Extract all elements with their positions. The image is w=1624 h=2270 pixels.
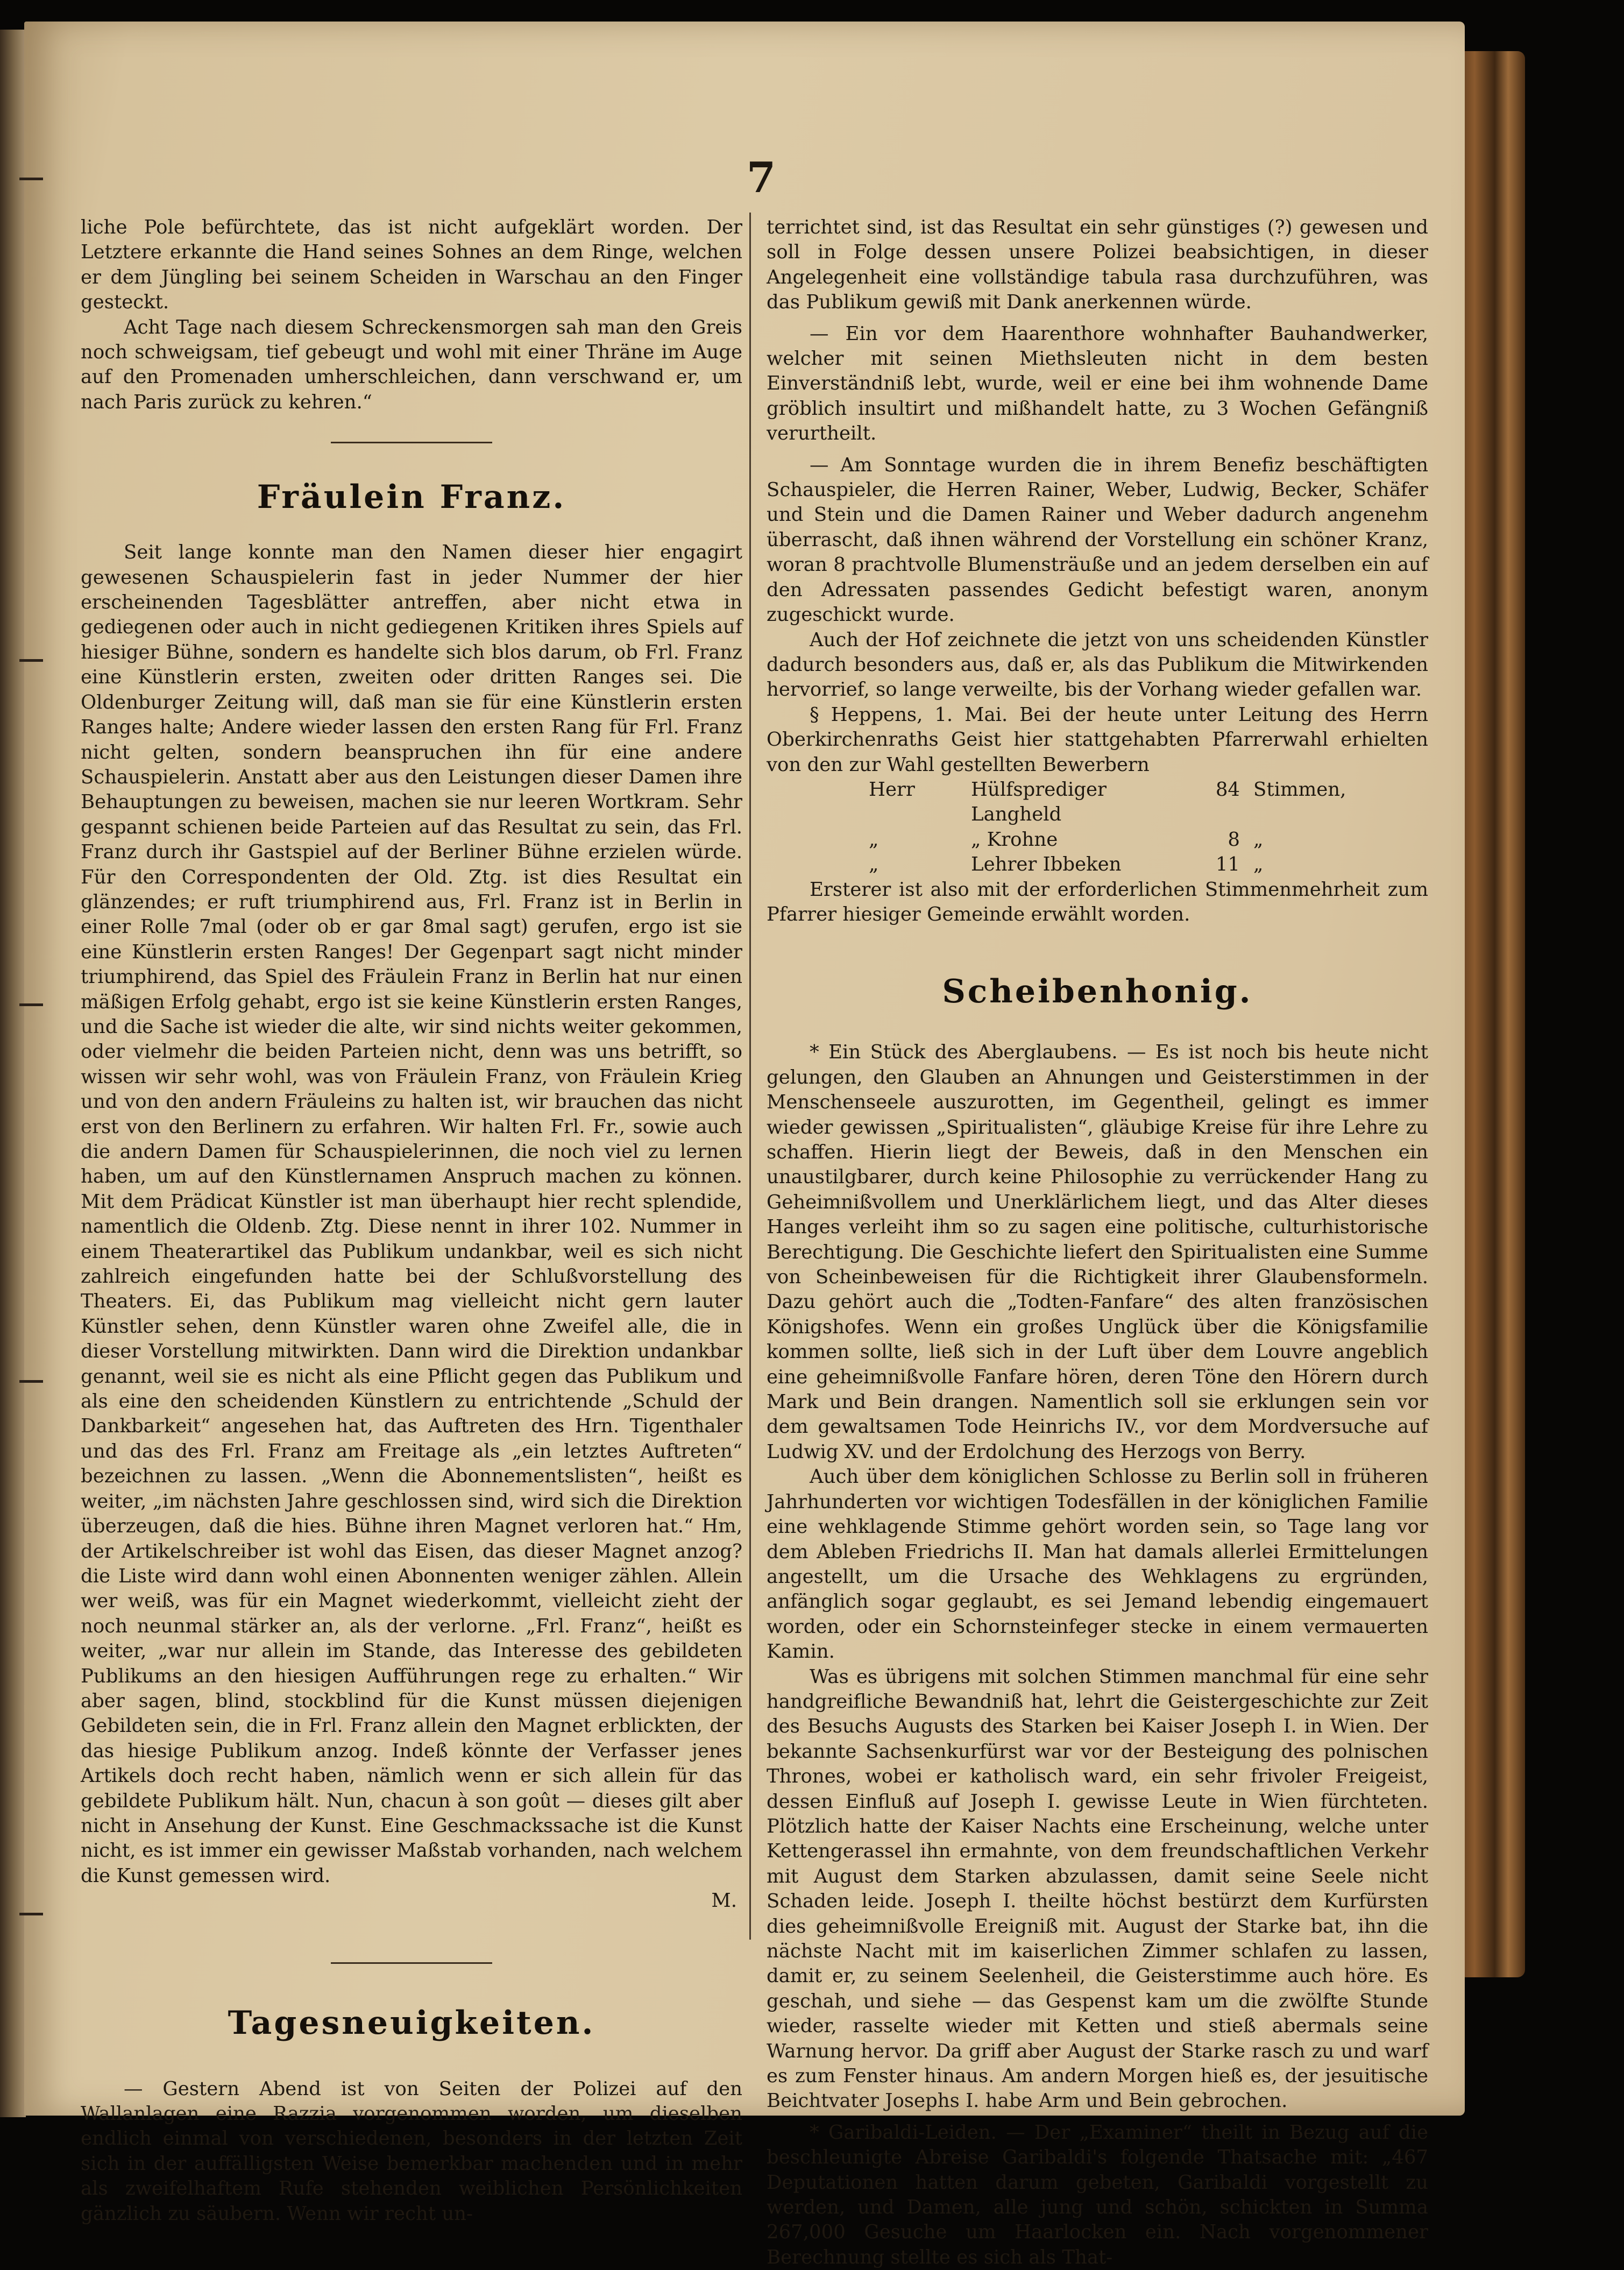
column-divider	[749, 213, 751, 1940]
news-item: § Heppens, 1. Mai. Bei der heute unter Leitung des Herrn Oberkirchenraths Geist hier stattgehabten Pfarrerwahl erhielten von den zur Wahl gestellten Bewerbern	[767, 703, 1428, 776]
vote-result-row: „ Lehrer Ibbeken 11 „	[869, 853, 1264, 876]
article-paragraph: — Gestern Abend ist von Seiten der Polizei auf den Wallanlagen eine Razzia vorgenommen worden, um dieselben endlich einmal von verschiedenen, besonders in der letzten Zeit sich in der auffälligsten Weise bemerkbar machenden und in mehr als zweifelhaftem Rufe stehenden weiblichen Persönlichkeiten gänzlich zu säubern. Wenn wir recht un-	[81, 2077, 742, 2225]
article-paragraph: Acht Tage nach diesem Schreckensmorgen sah man den Greis noch schweigsam, tief gebeugt und wohl mit einer Thräne im Auge auf den Promenaden umherschleichen, dann verschwand er, um nach Paris zurück zu kehren.“	[81, 316, 742, 413]
left-column	[81, 215, 742, 2226]
author-signature: M.	[711, 1890, 737, 1912]
vote-result-row: „ „ Krohne 8 „	[869, 828, 1264, 851]
scale-mark	[19, 178, 43, 180]
page-number: 7	[746, 153, 776, 202]
news-item: — Am Sonntage wurden die in ihrem Benefiz beschäftigten Schauspieler, die Herren Rainer, Weber, Ludwig, Becker, Schäfer und Stein und die Damen Rainer und Weber dadurch angenehm überrascht, daß ihnen während der Vorstellung ein schöner Kranz, woran 8 prachtvolle Blumensträuße und an jedem derselben ein auf den Adressaten passendes Gedicht befestigt waren, anonym zugeschickt wurde.	[767, 454, 1428, 626]
right-column	[767, 215, 1428, 2270]
scale-mark	[19, 659, 43, 662]
vote-result-row: Herr Hülfsprediger Langheld 84 Stimmen,	[869, 778, 1346, 826]
book-edge-left	[0, 30, 26, 2117]
scale-mark	[19, 1003, 43, 1006]
news-item: — Ein vor dem Haarenthore wohnhafter Bauhandwerker, welcher mit seinen Miethsleuten nicht in dem besten Einverständniß lebt, wurde, weil er eine bei ihm wohnende Dame gröblich insultirt und mißhandelt hatte, zu 3 Wochen Gefängniß verurtheilt.	[767, 322, 1428, 445]
article-paragraph: Seit lange konnte man den Namen dieser hier engagirt gewesenen Schauspielerin fast in jeder Nummer der hier erscheinenden Tagesblätter antreffen, aber nicht etwa in gediegenen oder auch in nicht gediegenen Kritiken ihres Spiels auf hiesiger Bühne, sondern es handelte sich blos darum, ob Frl. Franz eine Künstlerin ersten, zweiten oder dritten Ranges sei. Die Oldenburger Zeitung will, daß man sie für eine Künstlerin ersten Ranges halte; Andere wieder lassen den ersten Rang für Frl. Franz nicht gelten, sondern beanspruchen ihn für eine andere Schauspielerin. Anstatt aber aus den Leistungen dieser Damen ihre Behauptungen zu beweisen, machen sie nur leeren Wortkram. Sehr gespannt schienen beide Parteien auf das Resultat zu sein, das Frl. Franz durch ihr Gastspiel auf der Berliner Bühne erzielen würde. Für den Correspondenten der Old. Ztg. ist dies Resultat ein glänzendes; er ruft triumphirend aus, Frl. Franz ist in Berlin in einer Rolle 7mal (oder ob er gar 8mal sagt) gerufen, ergo ist sie eine Künstlerin ersten Ranges! Der Gegenpart sagt nicht minder triumphirend, das Spiel des Fräulein Franz in Berlin hat nur einen mäßigen Erfolg gehabt, ergo ist sie keine Künstlerin ersten Ranges, und die Sache ist wieder die alte, wir sind nichts weiter gekommen, oder vielmehr die beiden Parteien nicht, denn was uns betrifft, so wissen wir sehr wohl, was von Fräulein Franz, von Fräulein Krieg und von den andern Fräuleins zu halten ist, wir brauchen das nicht erst von den Berlinern zu erfahren. Wir halten Frl. Fr., sowie auch die andern Damen für Schauspielerinnen, die noch viel zu lernen haben, um auf den Künstlernamen Anspruch machen zu können. Mit dem Prädicat Künstler ist man überhaupt hier recht splendide, namentlich die Oldenb. Ztg. Diese nennt in ihrer 102. Nummer in einem Theaterartikel das Publikum undankbar, weil es sich nicht zahlreich eingefunden hatte bei der Schlußvorstellung des Theaters. Ei, das Publikum mag vielleicht nicht gern lauter Künstler sehen, denn Künstler waren ohne Zweifel alle, die in dieser Vorstellung mitwirkten. Dann wird die Direktion undankbar genannt, weil sie es nicht als eine Pflicht gegen das Publikum und als eine den scheidenden Künstlern zu entrichtende „Schuld der Dankbarkeit“ angesehen hat, das Auftreten des Hrn. Tigenthaler und das des Frl. Franz am Freitage als „ein letztes Auftreten“ bezeichnen zu lassen. „Wenn die Abonnementslisten“, heißt es weiter, „im nächsten Jahre geschlossen sind, wird sich die Direktion überzeugen, daß die hies. Bühne ihren Magnet verloren hat.“ Hm, der Artikelschreiber ist wohl das Eisen, das dieser Magnet anzog? die Liste wird dann wohl einen Abonnenten weniger zählen. Allein wer weiß, was für ein Magnet wiederkommt, vielleicht zieht der noch neunmal stärker an, als der verlorne. „Frl. Franz“, heißt es weiter, „war nur allein im Stande, das Interesse des gebildeten Publikums an den hiesigen Aufführungen rege zu erhalten.“ Wir aber sagen, blind, stockblind für die Kunst müssen diejenigen Gebildeten sein, die in Frl. Franz allein den Magnet erblickten, der das hiesige Publikum anzog. Indeß könnte der Verfasser jenes Artikels doch recht haben, nämlich wenn er sich allein für das gebildete Publikum hält. Nun, chacun à son goût — dieses gilt aber nicht in Ansehung der Kunst. Eine Geschmackssache ist die Kunst nicht, es ist immer ein gewisser Maßstab vorhanden, nach welchem die Kunst gemessen wird.	[81, 541, 742, 1887]
article-paragraph: * Garibaldi-Leiden. — Der „Examiner“ theilt in Bezug auf die beschleunigte Abreise Garibaldi's folgende Thatsache mit: „467 Deputationen hatten darum gebeten, Garibaldi vorgestellt zu werden, und Damen, alle jung und schön, schickten in Summa 267,000 Gesuche um Haarlocken ein. Nach vorgenommener Berechnung stellte es sich als That-	[767, 2121, 1428, 2268]
news-item: Auch der Hof zeichnete die jetzt von uns scheidenden Künstler dadurch besonders aus, daß er, als das Publikum die Mitwirkenden hervorrief, so lange verweilte, bis der Vorhang wieder gefallen war.	[767, 628, 1428, 701]
section-title: Tagesneuigkeiten.	[228, 2004, 595, 2042]
article-paragraph: Was es übrigens mit solchen Stimmen manchmal für eine sehr handgreifliche Bewandniß hat, lehrt die Geistergeschichte zur Zeit des Besuchs Augusts des Starken bei Kaiser Joseph I. in Wien. Der bekannte Sachsenkurfürst war vor der Besteigung des polnischen Thrones, wobei er katholisch ward, ein sehr frivoler Freigeist, dessen Einfluß auf Joseph I. gewisse Leute in Wien fürchteten. Plötzlich hatte der Kaiser Nachts eine Erscheinung, welche unter Kettengerassel ihn ermahnte, von dem freundschaftlichen Verkehr mit August dem Starken abzulassen, damit seine Seele nicht Schaden leide. Joseph I. theilte höchst bestürzt dem Kurfürsten dies geheimnißvolle Ereigniß mit. August der Starke bat, ihn die nächste Nacht mit im kaiserlichen Zimmer schlafen zu lassen, damit er, zu seinem Seelenheil, die Geisterstimme auch höre. Es geschah, und siehe — das Gespenst kam um die zwölfte Stunde wieder, rasselte wieder mit Ketten und stieß abermals seine Warnung hervor. Da griff aber August der Starke rasch zu und warf es zum Fenster hinaus. Am andern Morgen hieß es, der jesuitische Beichtvater Josephs I. habe Arm und Bein gebrochen.	[767, 1665, 1428, 2112]
news-item: Ersterer ist also mit der erforderlichen Stimmenmehrheit zum Pfarrer hiesiger Gemeinde erwählt worden.	[767, 878, 1428, 925]
article-paragraph: Auch über dem königlichen Schlosse zu Berlin soll in früheren Jahrhunderten vor wichtigen Todesfällen in der königlichen Familie eine wehklagende Stimme gehört worden sein, so Tage lang vor dem Ableben Friedrichs II. Man hat damals allerlei Ermittelungen angestellt, um die Ursache des Wehklagens zu ergründen, anfänglich sogar geglaubt, es sei Jemand lebendig eingemauert worden, oder ein Schornsteinfeger stecke in einem vermauerten Kamin.	[767, 1466, 1428, 1663]
article-continuation: terrichtet sind, ist das Resultat ein sehr günstiges (?) gewesen und soll in Folge dessen unsere Polizei beabsichtigen, in dieser Angelegenheit eine vollständige tabula rasa durchzuführen, was das Publikum gewiß mit Dank anerkennen würde.	[767, 216, 1428, 314]
scale-mark	[19, 1380, 43, 1383]
article-continuation: liche Pole befürchtete, das ist nicht aufgeklärt worden. Der Letztere erkannte die Hand seines Sohnes an dem Ringe, welchen er dem Jüngling bei seinem Scheiden in Warschau an den Finger gesteckt.	[81, 216, 742, 314]
section-title: Scheibenhonig.	[942, 973, 1253, 1011]
scale-mark	[19, 1913, 43, 1915]
section-title: Fräulein Franz.	[257, 478, 566, 517]
article-paragraph: * Ein Stück des Aberglaubens. — Es ist noch bis heute nicht gelungen, den Glauben an Ahnungen und Geisterstimmen in der Menschenseele auszurotten, im Gegentheil, gelingt es immer wieder gewissen „Spiritualisten“, gläubige Kreise für ihre Lehre zu schaffen. Hierin liegt der Beweis, daß in den Menschen ein unaustilgbarer, durch keine Philosophie zu verrückender Hang zu Geheimnißvollem und Unerklärlichem liegt, und das Alter dieses Hanges verleiht ihm so zu sagen eine politische, culturhistorische Berechtigung. Die Geschichte liefert den Spiritualisten eine Summe von Scheinbeweisen für die Richtigkeit ihrer Glaubensformeln. Dazu gehört auch die „Todten-Fanfare“ des alten französischen Königshofes. Wenn ein großes Unglück über die Königsfamilie kommen sollte, ließ sich in der Luft über dem Louvre angeblich eine geheimnißvolle Fanfare hören, deren Töne den Hörern durch Mark und Bein drangen. Namentlich soll sie erklungen sein vor dem gewaltsamen Tode Heinrichs IV., vor dem Mordversuche auf Ludwig XV. und der Erdolchung des Herzogs von Berry.	[767, 1041, 1428, 1463]
book-spine	[1458, 51, 1525, 1977]
